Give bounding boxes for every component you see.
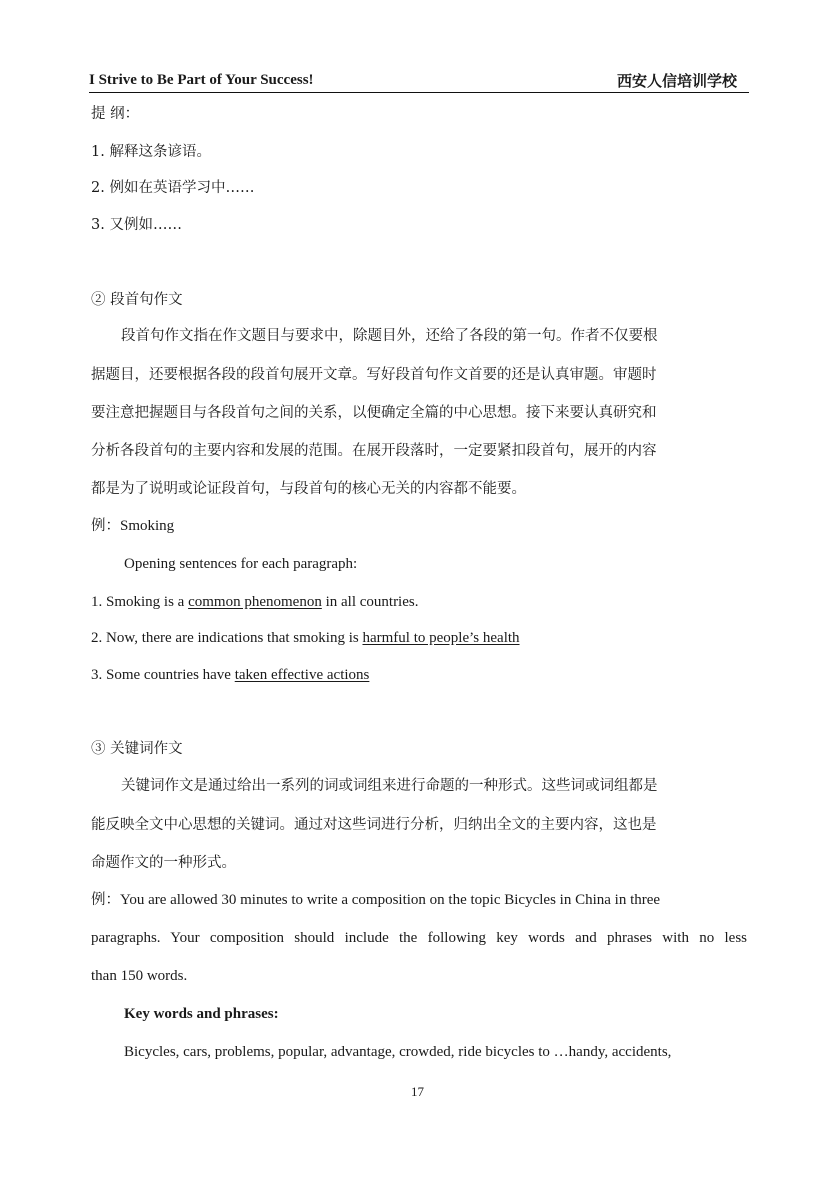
- underlined-phrase: common phenomenon: [188, 594, 322, 610]
- key-words-label: Key words and phrases:: [124, 1006, 279, 1022]
- section3-para-line-3: 命题作文的一种形式。: [91, 855, 236, 871]
- sentence-text: Now, there are indications that smoking is: [106, 630, 363, 646]
- sentence-number: 2.: [91, 630, 103, 646]
- outline-item-3: 3. 又例如……: [91, 217, 182, 233]
- example-label: 例：: [91, 892, 120, 908]
- opening-sentence-2: [91, 628, 520, 648]
- section2-example: [91, 516, 174, 536]
- section3-example-line-1: [91, 890, 660, 910]
- sentence-number: 1.: [91, 594, 103, 610]
- underlined-phrase: harmful to people’s health: [362, 630, 520, 646]
- example-title: Smoking: [120, 518, 175, 534]
- opening-sentence-3: [91, 665, 369, 685]
- section2-heading: ② 段首句作文: [91, 292, 183, 308]
- header-slogan: I Strive to Be Part of Your Success!: [89, 72, 314, 88]
- outline-item-2: 2. 例如在英语学习中……: [91, 180, 255, 196]
- section2-para-line-1: 段首句作文指在作文题目与要求中，除题目外，还给了各段的第一句。作者不仅要根: [121, 328, 658, 344]
- opening-sentence-1: [91, 592, 418, 612]
- section3-example-line-3: than 150 words.: [91, 968, 188, 984]
- page-header: [89, 70, 749, 93]
- section2-para-line-5: 都是为了说明或论证段首句，与段首句的核心无关的内容都不能要。: [91, 481, 526, 497]
- outline-label: 提 纲：: [91, 106, 140, 122]
- header-school-name: 西安人信培训学校: [616, 72, 737, 90]
- section3-para-line-1: 关键词作文是通过给出一系列的词或词组来进行命题的一种形式。这些词或词组都是: [121, 778, 658, 794]
- outline-item-1: 1. 解释这条谚语。: [91, 144, 211, 160]
- opening-sentences-label: Opening sentences for each paragraph:: [124, 556, 358, 572]
- sentence-text: in all countries.: [321, 594, 419, 610]
- example-label: 例：: [91, 518, 120, 534]
- example-text: You are allowed 30 minutes to write a composition on the topic Bicycles in China in three: [120, 892, 661, 908]
- section3-para-line-2: 能反映全文中心思想的关键词。通过对这些词进行分析，归纳出全文的主要内容，这也是: [91, 817, 657, 833]
- sentence-text: Some countries have: [106, 667, 235, 683]
- section2-para-line-2: 据题目，还要根据各段的段首句展开文章。写好段首句作文首要的还是认真审题。审题时: [91, 367, 657, 383]
- key-words-list: Bicycles, cars, problems, popular, advantage, crowded, ride bicycles to …handy, accidents,: [124, 1044, 672, 1060]
- page-number: 17: [411, 1084, 424, 1099]
- sentence-number: 3.: [91, 667, 103, 683]
- section3-example-line-2: paragraphs. Your composition should include the following key words and phrases with no less: [91, 930, 747, 946]
- section3-heading: ③ 关键词作文: [91, 741, 183, 757]
- section2-para-line-3: 要注意把握题目与各段首句之间的关系，以便确定全篇的中心思想。接下来要认真研究和: [91, 405, 657, 421]
- underlined-phrase: taken effective actions: [234, 667, 370, 683]
- sentence-text: Smoking is a: [106, 594, 189, 610]
- section2-para-line-4: 分析各段首句的主要内容和发展的范围。在展开段落时，一定要紧扣段首句，展开的内容: [91, 443, 657, 459]
